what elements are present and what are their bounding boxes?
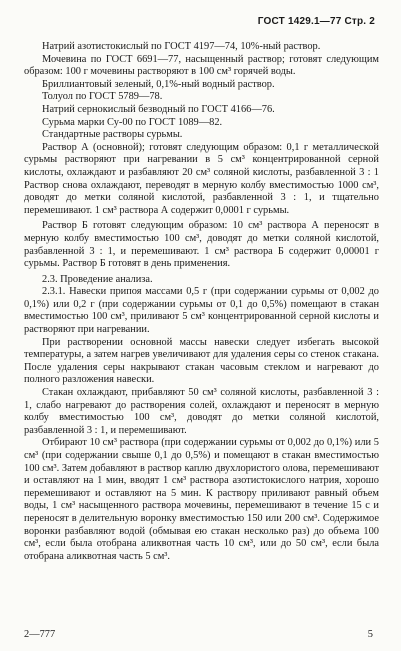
- paragraph: Натрий сернокислый безводный по ГОСТ 4166—76.: [42, 103, 275, 115]
- paragraph: Раствор А (основной); готовят следующим образом: 0,1 г металлической сурьмы растворяют при нагревании в 5 см³ концентрированной серной кислоты, охлаждают и разбавляют 20 см³ соляной кислоты, разбавленной 3 : 1 Раствор снова охлаждают, переводят в мерную колбу вместимостью 1000 см³, доводят до метки соляной кислотой, разбавленной 3 : 1, и тщательно перемешивают. 1 см³ раствора А содержит 0,0001 г сурьмы.: [24, 141, 379, 216]
- paragraph: Раствор Б готовят следующим образом: 10 см³ раствора А переносят в мерную колбу вместимостью 100 см³, доводят до метки соляной кислотой, разбавленной 3 : 1, и перемешивают. 1 см³ раствора Б содержит 0,00001 г сурьмы. Раствор Б готовят в день применения.: [24, 220, 379, 270]
- paragraph: Мочевина по ГОСТ 6691—77, насыщенный раствор; готовят следующим образом: 100 г мочевины растворяют в 100 см³ горячей воды.: [24, 53, 379, 78]
- page-number: 5: [367, 629, 373, 640]
- paragraph: Стакан охлаждают, прибавляют 50 см³ соляной кислоты, разбавленной 3 : 1, слабо нагревают до растворения солей, охлаждают и переносят в мерную колбу вместимостью 100 см³, доводят до метки соляной кислотой, разбавленной 3 : 1, и перемешивают.: [24, 387, 379, 436]
- page-header: ГОСТ 1429.1—77 Стр. 2: [257, 16, 375, 27]
- footer-code: 2—777: [24, 629, 56, 640]
- paragraph: Стандартные растворы сурьмы.: [42, 129, 183, 141]
- paragraph: Отбирают 10 см³ раствора (при содержании сурьмы от 0,002 до 0,1%) или 5 см³ (при содержании свыше 0,1 до 0,5%) и помещают в стакан вместимостью 100 см³. Затем добавляют в раствор каплю двухлористого олова, перемешивают и оставляют на 1 мин, вводят 1 см³ раствора азотистокислого натрия, хорошо перемешивают и оставляют на 5 мин. К раствору приливают равный объем воды, 1 см³ насыщенного раствора мочевины, перемешивают в течение 15 с и переносят в делительную воронку вместимостью 150 или 200 см³. Содержимое воронки разбавляют водой (обмывая ею стакан несколько раз) до объема 100 см³, если была отобрана аликвотная часть 10 см³, или до 50 см³, если была отобрана аликвотная часть 5 см³.: [24, 437, 379, 562]
- paragraph: Бриллиантовый зеленый, 0,1%-ный водный раствор.: [42, 78, 275, 90]
- paragraph: Сурьма марки Су-00 по ГОСТ 1089—82.: [42, 116, 223, 128]
- section-heading: 2.3. Проведение анализа.: [42, 273, 153, 285]
- paragraph: Толуол по ГОСТ 5789—78.: [42, 91, 163, 103]
- paragraph: 2.3.1. Навески припоя массами 0,5 г (при содержании сурьмы от 0,002 до 0,1%) или 0,2 г (при содержании сурьмы от 0,1 до 0,5%) помещают в стакан вместимостью 100 см³, приливают 5 см³ концентрированной серной кислоты и растворяют при нагревании.: [24, 286, 379, 336]
- document-body: [24, 41, 379, 563]
- paragraph: При растворении основной массы навески следует избегать высокой температуры, а затем нагрев увеличивают для удаления серы со стенок стакана. После удаления серы накрывают стакан часовым стеклом и нагревают до полного разложения навески.: [24, 336, 379, 386]
- paragraph: Натрий азотистокислый по ГОСТ 4197—74, 10%-ный раствор.: [42, 41, 321, 52]
